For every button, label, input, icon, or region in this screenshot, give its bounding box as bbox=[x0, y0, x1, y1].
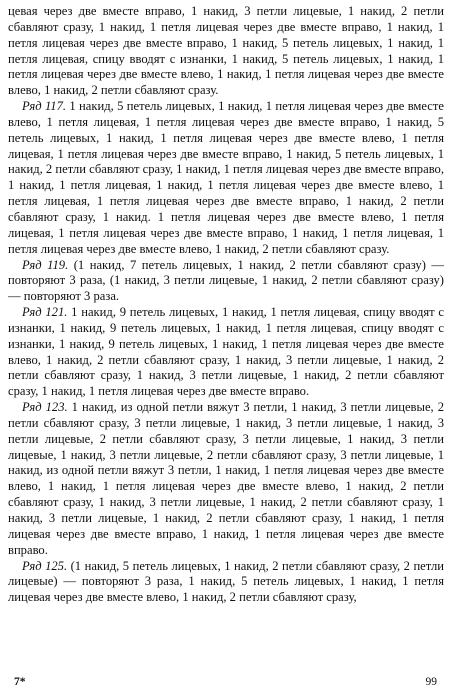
row-label: Ряд 123. bbox=[22, 400, 68, 415]
book-page-text bbox=[8, 4, 444, 606]
paragraph-text: 1 накид, 5 петель лицевых, 1 накид, 1 петля лицевая через две вместе влево, 1 петля лицевая, 1 петля лицевая через две вместе вправо, 1 накид, 5 петель лицевых, 1 накид, 1 петля лицевая через две вместе влево, 1 петля лицевая, 1 петля лицевая через две вместе вправо, 1 накид, 5 петель лицевых, 1 накид, 2 петли сбавляют сразу, 1 накид, 1 петля лицевая через две вместе вправо, 1 накид, 1 петля лицевая, 1 накид, 1 петля лицевая через две вместе влево, 1 петля лицевая, 1 петля лицевая через две вместе вправо, 1 накид, 2 петли сбавляют сразу, 1 накид. 1 петля лицевая через две вместе влево, 1 петля лицевая, 1 петля лицевая через две вместе вправо, 1 накид, 1 петля лицевая, 1 петля лицевая через две вместе влево, 1 накид, 2 петли сбавляют сразу. bbox=[8, 99, 444, 256]
row-label: Ряд 119. bbox=[22, 257, 69, 272]
row-label: Ряд 121. bbox=[22, 305, 68, 320]
paragraph-row-125 bbox=[8, 559, 444, 607]
paragraph-row-117 bbox=[8, 99, 444, 257]
paragraph-row-123 bbox=[8, 400, 444, 558]
paragraph-row-119 bbox=[8, 258, 444, 306]
page-number: 99 bbox=[425, 676, 437, 688]
paragraph-text: (1 накид, 7 петель лицевых, 1 накид, 2 петли сбавляют сразу) — повторяют 3 раза, (1 накид, 3 петли лицевые, 1 накид, 2 петли сбавляют сразу) — повторяют 3 раза. bbox=[8, 257, 444, 304]
paragraph-text: цевая через две вместе вправо, 1 накид, 3 петли лицевые, 1 накид, 2 петли сбавляют сразу, 1 накид, 1 петля лицевая через две вместе вправо, 1 накид, 1 петля лицевая через две вместе вправо, 1 накид, 5 петель лицевых, 1 накид, 1 петля лицевая, спицу вводят с изнанки, 1 накид, 5 петель лицевых, 1 накид, 1 петля лицевая через две вместе влево, 1 накид, 1 петля лицевая через две вместе влево, 1 накид, 2 петли сбавляют сразу. bbox=[8, 4, 444, 98]
paragraph-text: 1 накид, из одной петли вяжут 3 петли, 1 накид, 3 петли лицевые, 2 петли сбавляют сразу, 3 петли лицевые, 1 накид, 3 петли лицевые, 1 накид, 3 петли лицевые, 2 петли сбавляют сразу, 3 петли лицевые, 1 накид, 3 петли лицевые, 1 накид, 3 петли лицевые, 2 петли сбавляют сразу, 3 петли лицевые, 1 накид, из одной петли вяжут 3 петли, 1 накид, 1 петля лицевая через две вместе влево, 1 накид, 1 петля лицевая через две вместе влево, 1 накид, 2 петли сбавляют сразу, 1 накид, 3 петли лицевые, 1 накид, 2 петли сбавляют сразу, 1 накид, 3 петли лицевые, 1 накид, 2 петли сбавляют сразу, 1 накид, 1 петля лицевая через две вместе вправо, 1 накид, 1 петля лицевая через две вместе вправо. bbox=[8, 400, 444, 557]
paragraph-text: 1 накид, 9 петель лицевых, 1 накид, 1 петля лицевая, спицу вводят с изнанки, 1 накид, 9 петель лицевых, 1 накид, 1 петля лицевая, спицу вводят с изнанки, 1 накид, 9 петель лицевых, 1 накид, 1 петля лицевая через две вместе влево, 1 накид, 2 петли сбавляют сразу, 1 накид, 3 петли лицевые, 1 накид, 2 петли сбавляют сразу, 1 накид, 3 петли лицевые, 1 накид, 2 петли сбавляют сразу, 1 накид, 1 петля лицевая через две вместе вправо. bbox=[8, 305, 444, 399]
paragraph-text: (1 накид, 5 петель лицевых, 1 накид, 2 петли сбавляют сразу, 2 петли лицевые) — повторяют 3 раза, 1 накид, 5 петель лицевых, 1 накид, 1 петля лицевая через две вместе влево, 1 накид, 2 петли сбавляют сразу, bbox=[8, 558, 444, 605]
paragraph-row-121 bbox=[8, 305, 444, 400]
row-label: Ряд 125. bbox=[22, 558, 68, 573]
signature-mark: 7* bbox=[14, 676, 26, 688]
row-label: Ряд 117. bbox=[22, 99, 67, 114]
paragraph-continuation bbox=[8, 4, 444, 99]
